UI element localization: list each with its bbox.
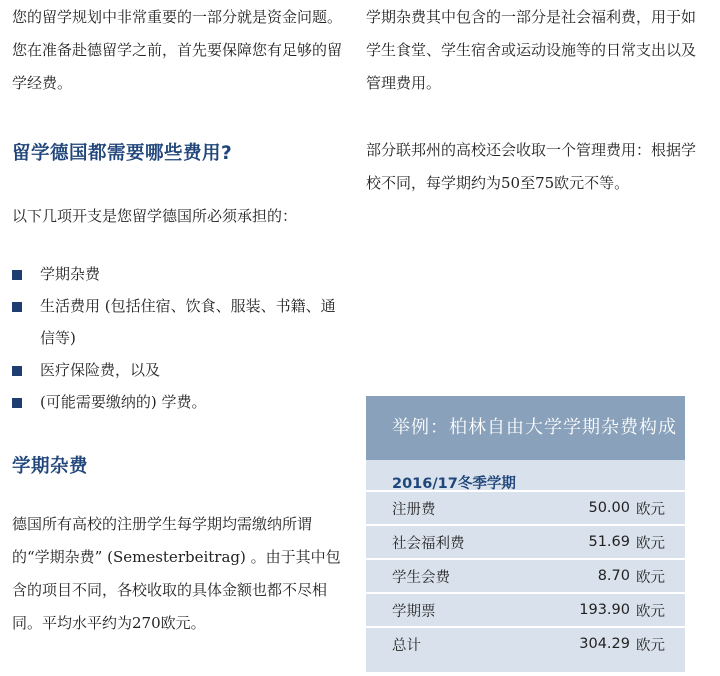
example-box-subtitle: 2016/17冬季学期	[366, 460, 685, 492]
section-heading-semester-fee: 学期杂费	[12, 456, 89, 477]
example-box	[366, 396, 685, 672]
fee-amount: 8.70	[597, 568, 630, 584]
section-heading-costs: 留学德国都需要哪些费用?	[12, 143, 233, 164]
fee-row	[366, 526, 685, 560]
square-bullet-icon	[12, 302, 22, 312]
admin-fee-paragraph: 部分联邦州的高校还会收取一个管理费用：根据学校不同，每学期约为50至75欧元不等。	[366, 141, 697, 192]
fee-unit: 欧元	[636, 637, 665, 654]
list-item	[12, 386, 342, 418]
fee-unit: 欧元	[636, 501, 665, 518]
fee-row	[366, 594, 685, 628]
fee-total-row	[366, 628, 685, 660]
square-bullet-icon	[12, 366, 22, 376]
fee-label: 学生会费	[392, 569, 450, 586]
fee-amount: 304.29	[579, 636, 630, 652]
fee-unit: 欧元	[636, 603, 665, 620]
fee-label: 社会福利费	[392, 535, 465, 552]
fee-label: 注册费	[392, 501, 436, 518]
right-column	[366, 0, 696, 200]
cost-list	[12, 258, 342, 418]
example-box-title: 举例：柏林自由大学学期杂费构成	[366, 396, 685, 460]
list-item	[12, 290, 342, 354]
fee-row	[366, 492, 685, 526]
list-item-text: 生活费用 (包括住宿、饮食、服装、书籍、通信等)	[40, 297, 336, 347]
semester-fee-paragraph: 德国所有高校的注册学生每学期均需缴纳所谓的“学期杂费” (Semesterbeitrag) 。由于其中包含的项目不同，各校收取的具体金额也都不尽相同。平均水平约为270欧元。	[12, 515, 341, 632]
left-column	[12, 0, 342, 640]
fee-amount: 51.69	[588, 534, 630, 550]
fee-row	[366, 560, 685, 594]
example-box-body	[366, 460, 685, 672]
square-bullet-icon	[12, 398, 22, 408]
fee-amount: 50.00	[588, 500, 630, 516]
list-item-text: 医疗保险费，以及	[40, 361, 161, 379]
list-item	[12, 258, 342, 290]
fee-unit: 欧元	[636, 535, 665, 552]
social-fee-paragraph: 学期杂费其中包含的一部分是社会福利费，用于如学生食堂、学生宿舍或运动设施等的日常支出以及管理费用。	[366, 8, 697, 92]
list-item-text: (可能需要缴纳的) 学费。	[40, 393, 207, 411]
intro-paragraph: 您的留学规划中非常重要的一部分就是资金问题。您在准备赴德留学之前，首先要保障您有足够的留学经费。	[12, 8, 343, 92]
list-item-text: 学期杂费	[40, 265, 101, 283]
list-item	[12, 354, 342, 386]
fee-unit: 欧元	[636, 569, 665, 586]
fee-label: 学期票	[392, 603, 436, 620]
fee-label: 总计	[392, 637, 421, 654]
fee-amount: 193.90	[579, 602, 630, 618]
lead-paragraph: 以下几项开支是您留学德国所必须承担的：	[12, 207, 298, 225]
square-bullet-icon	[12, 270, 22, 280]
